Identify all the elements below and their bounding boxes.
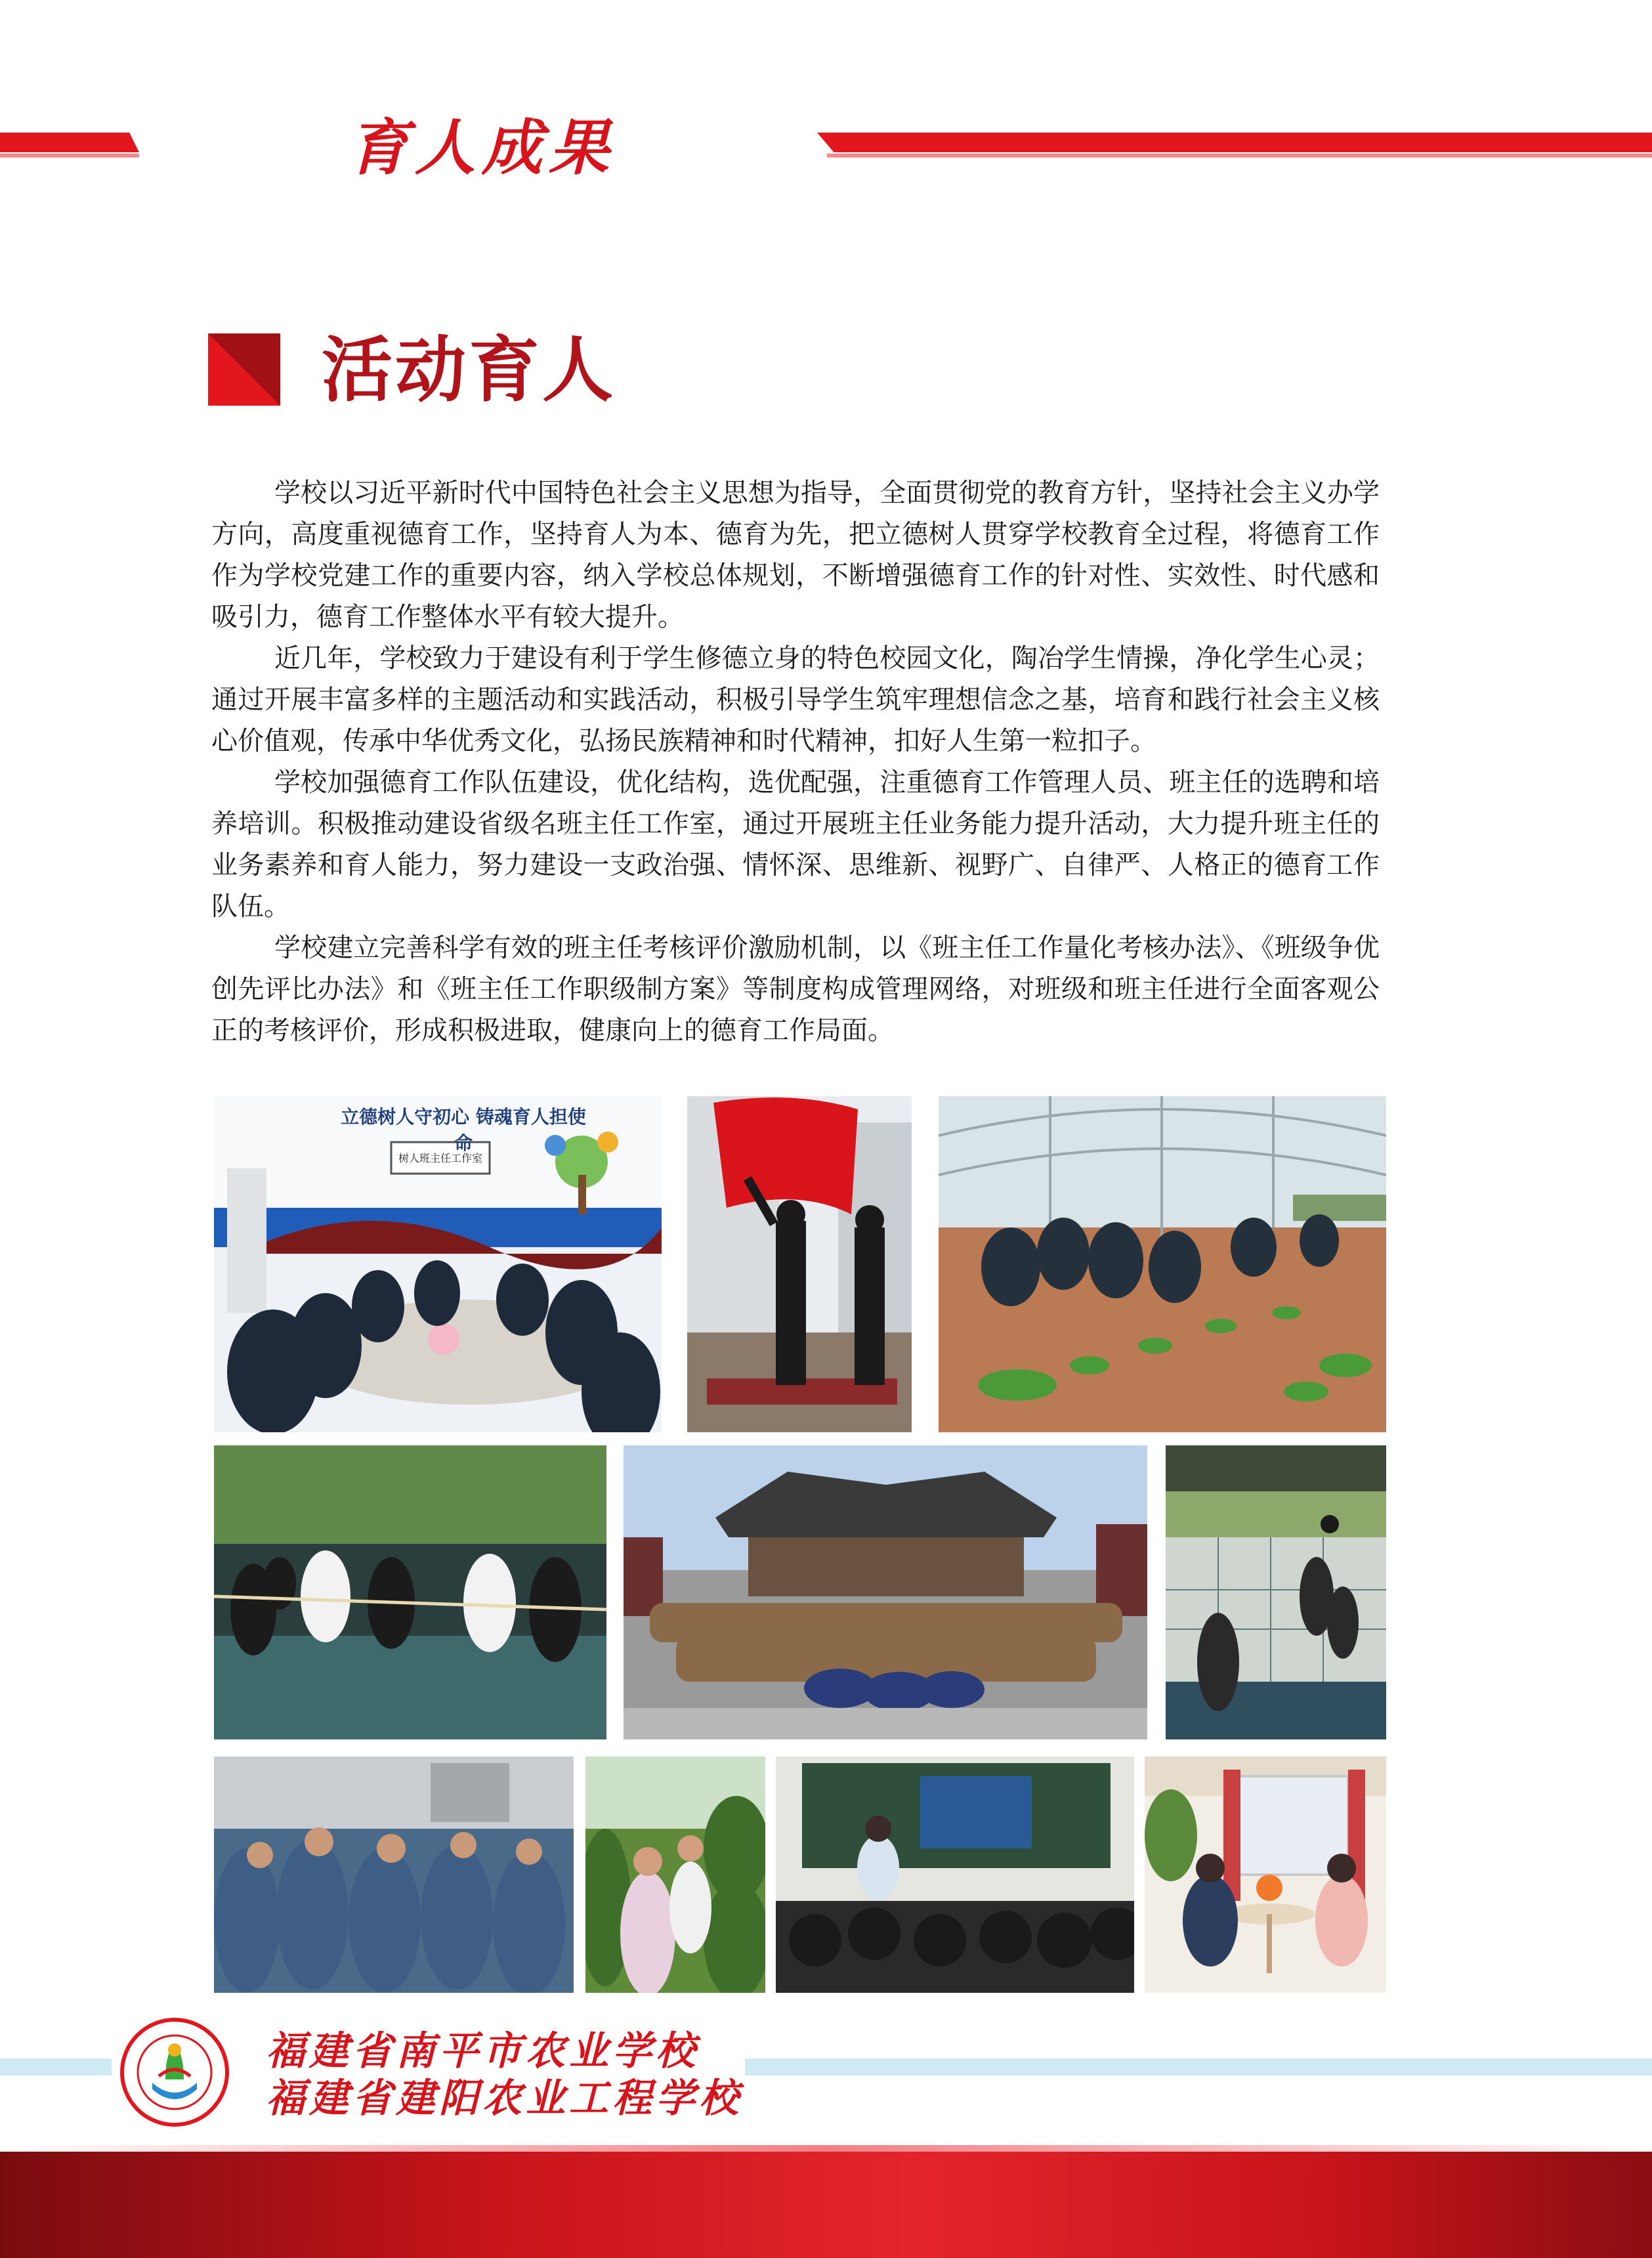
- section-title: 活动育人: [322, 330, 616, 412]
- paragraph-2: 近几年，学校致力于建设有利于学生修德立身的特色校园文化，陶冶学生情操，净化学生心灵；通过开展丰富多样的主题活动和实践活动，积极引导学生筑牢理想信念之基，培育和践行社会主义核心价值观，传承中华优秀文化，弘扬民族精神和时代精神，扣好人生第一粒扣子。: [211, 643, 1380, 756]
- school-name-2: 福建省建阳农业工程学校: [266, 2076, 742, 2121]
- photo-volleyball: [1166, 1445, 1386, 1739]
- photo-classroom-lecture: [776, 1757, 1134, 1993]
- header-stripe-left-thin: [0, 154, 139, 158]
- photo-teacher-meeting: [214, 1096, 662, 1432]
- meeting-banner-text: 立德树人守初心 铸魂育人担使命: [341, 1106, 586, 1154]
- photo-hanfu-group: [624, 1445, 1147, 1739]
- paragraph-4: 学校建立完善科学有效的班主任考核评价激励机制，以《班主任工作量化考核办法》、《班级争优创先评比办法》和《班主任工作职级制方案》等制度构成管理网络，对班级和班主任进行全面客观公正的考核评价，形成积极进取，健康向上的德育工作局面。: [211, 933, 1380, 1046]
- meeting-room-illustration: [214, 1096, 662, 1432]
- school-logo: [119, 2017, 230, 2127]
- paragraph-1: 学校以习近平新时代中国特色社会主义思想为指导，全面贯彻党的教育方针，坚持社会主义办学方向，高度重视德育工作，坚持育人为本、德育为先，把立德树人贯穿学校教育全过程，将德育工作作为学校党建工作的重要内容，纳入学校总体规划，不断增强德育工作的针对性、实效性、时代感和吸引力，德育工作整体水平有较大提升。: [211, 478, 1380, 632]
- header-stripe-right: [817, 133, 1652, 152]
- header-stripe-left: [0, 133, 139, 152]
- footer-stripe-left: [0, 2058, 112, 2076]
- photo-flag-raising: [687, 1096, 912, 1432]
- photo-greenhouse-planting: [939, 1096, 1386, 1432]
- footer-stripe-right: [745, 2058, 1652, 2076]
- meeting-plaque-text: 树人班主任工作室: [398, 1152, 482, 1164]
- photo-tug-of-war: [214, 1445, 606, 1739]
- school-name-1: 福建省南平市农业学校: [266, 2028, 699, 2074]
- page-title: 育人成果: [348, 112, 616, 183]
- photo-vine-greenhouse: [585, 1757, 765, 1993]
- section-marker-icon: [208, 333, 280, 406]
- photo-counseling-room: [1145, 1757, 1386, 1993]
- paragraph-3: 学校加强德育工作队伍建设，优化结构，选优配强，注重德育工作管理人员、班主任的选聘和培养培训。积极推动建设省级名班主任工作室，通过开展班主任业务能力提升活动，大力提升班主任的业务素养和育人能力，努力建设一支政治强、情怀深、思维新、视野广、自律严、人格正的德育工作队伍。: [211, 767, 1380, 922]
- footer-band: [0, 2152, 1652, 2258]
- header-stripe-right-thin: [827, 154, 1652, 158]
- body-text: [211, 473, 1380, 1052]
- photo-military-training: [214, 1757, 574, 1993]
